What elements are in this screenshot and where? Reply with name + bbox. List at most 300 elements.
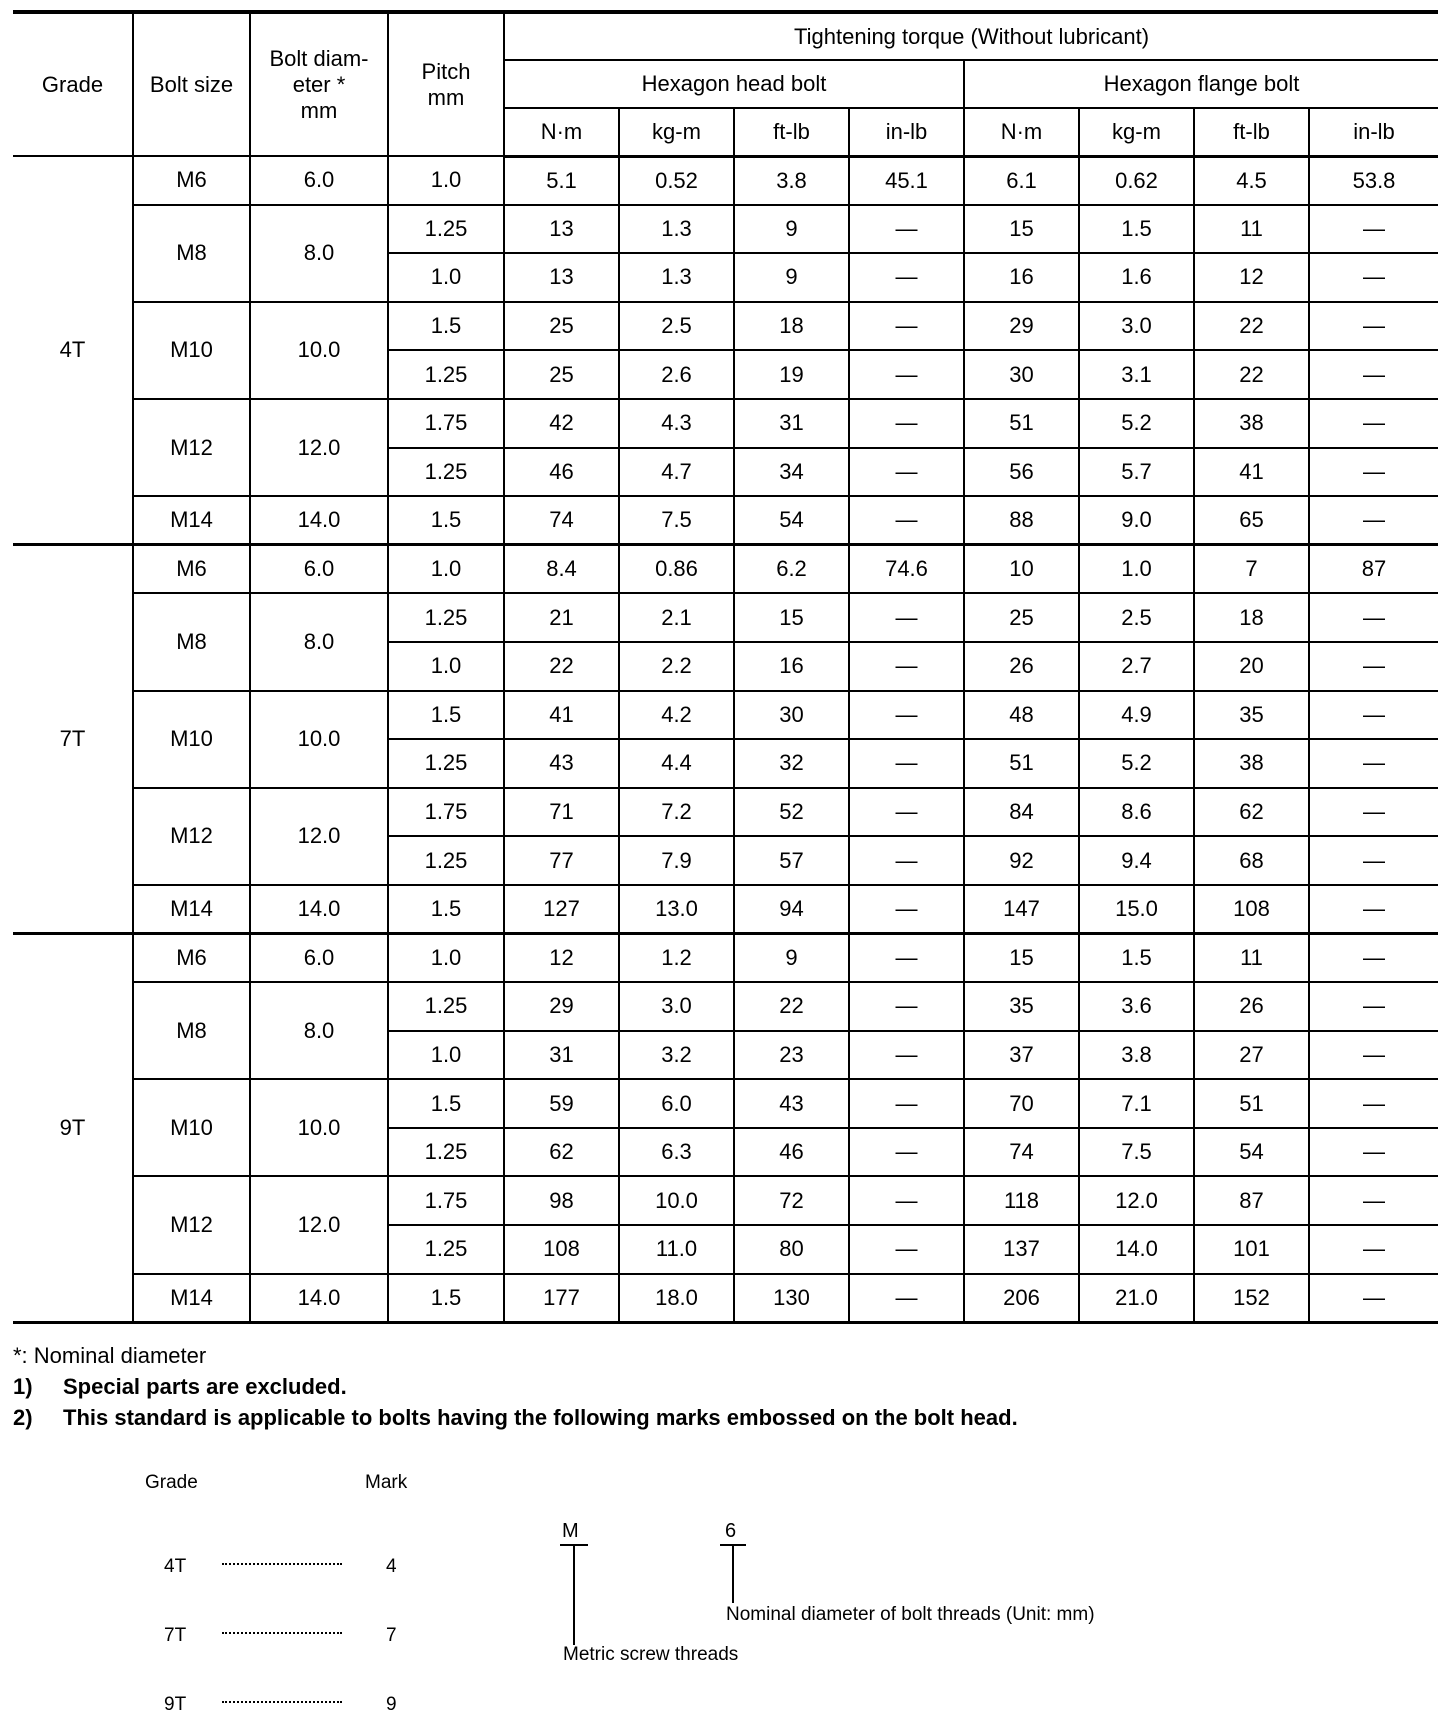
hex-flange-value-cell: 3.1: [1079, 350, 1194, 399]
header-unit: ft-lb: [1194, 108, 1309, 156]
hex-flange-value-cell: 152: [1194, 1274, 1309, 1323]
hex-head-value-cell: 7.2: [619, 788, 734, 837]
hex-flange-value-cell: 9.0: [1079, 496, 1194, 545]
hex-flange-value-cell: 26: [964, 642, 1079, 691]
hex-flange-value-cell: 51: [964, 739, 1079, 788]
hex-flange-value-cell: 7.1: [1079, 1079, 1194, 1128]
hex-flange-value-cell: 5.7: [1079, 448, 1194, 497]
pitch-cell: 1.25: [388, 1225, 504, 1274]
hex-head-value-cell: —: [849, 1225, 964, 1274]
pitch-cell: 1.25: [388, 982, 504, 1031]
bolt-size-cell: M8: [133, 982, 250, 1079]
note-1-number: 1): [13, 1374, 33, 1399]
hex-head-value-cell: —: [849, 934, 964, 983]
note-2: [13, 1402, 1018, 1433]
hex-flange-value-cell: —: [1309, 496, 1438, 545]
pitch-cell: 1.5: [388, 691, 504, 740]
hex-head-value-cell: 74: [504, 496, 619, 545]
pitch-cell: 1.75: [388, 788, 504, 837]
hex-head-value-cell: —: [849, 739, 964, 788]
legend-leader-dots: [222, 1563, 342, 1565]
thread-m-leader: [573, 1545, 575, 1645]
hex-flange-value-cell: 62: [1194, 788, 1309, 837]
table-body: [13, 156, 1438, 1322]
hex-flange-value-cell: 108: [1194, 885, 1309, 934]
hex-head-value-cell: 31: [504, 1031, 619, 1080]
hex-flange-value-cell: 53.8: [1309, 156, 1438, 205]
pitch-cell: 1.25: [388, 739, 504, 788]
header-bolt-size: Bolt size: [133, 12, 250, 156]
hex-head-value-cell: 34: [734, 448, 849, 497]
thread-digit-6: 6: [725, 1520, 737, 1542]
hex-head-value-cell: —: [849, 982, 964, 1031]
hex-flange-value-cell: 26: [1194, 982, 1309, 1031]
hex-head-value-cell: 1.3: [619, 253, 734, 302]
note-1-text: Special parts are excluded.: [63, 1374, 347, 1399]
hex-flange-value-cell: —: [1309, 399, 1438, 448]
hex-head-value-cell: 4.2: [619, 691, 734, 740]
hex-head-value-cell: 80: [734, 1225, 849, 1274]
hex-head-value-cell: 108: [504, 1225, 619, 1274]
hex-head-value-cell: 18: [734, 302, 849, 351]
table-row: [13, 205, 1438, 254]
hex-head-value-cell: 3.0: [619, 982, 734, 1031]
hex-flange-value-cell: 12.0: [1079, 1176, 1194, 1225]
hex-head-value-cell: 45.1: [849, 156, 964, 205]
hex-flange-value-cell: 4.9: [1079, 691, 1194, 740]
hex-head-value-cell: 177: [504, 1274, 619, 1323]
hex-head-value-cell: 52: [734, 788, 849, 837]
hex-flange-value-cell: —: [1309, 1079, 1438, 1128]
hex-head-value-cell: —: [849, 1079, 964, 1128]
hex-head-value-cell: —: [849, 205, 964, 254]
hex-flange-value-cell: —: [1309, 302, 1438, 351]
hex-flange-value-cell: 101: [1194, 1225, 1309, 1274]
header-unit: in-lb: [849, 108, 964, 156]
grade-cell: 4T: [13, 156, 133, 545]
hex-head-value-cell: 8.4: [504, 545, 619, 594]
hex-head-value-cell: —: [849, 1031, 964, 1080]
hex-head-value-cell: 130: [734, 1274, 849, 1323]
hex-flange-value-cell: 8.6: [1079, 788, 1194, 837]
hex-flange-value-cell: 118: [964, 1176, 1079, 1225]
hex-head-value-cell: 11.0: [619, 1225, 734, 1274]
hex-head-value-cell: 6.3: [619, 1128, 734, 1177]
bolt-diameter-cell: 12.0: [250, 399, 388, 496]
hex-head-value-cell: 41: [504, 691, 619, 740]
pitch-cell: 1.25: [388, 448, 504, 497]
hex-head-value-cell: 72: [734, 1176, 849, 1225]
header-unit: N·m: [504, 108, 619, 156]
hex-flange-value-cell: 37: [964, 1031, 1079, 1080]
legend-grade-7t: 7T: [164, 1625, 187, 1646]
hex-flange-value-cell: 54: [1194, 1128, 1309, 1177]
hex-head-value-cell: 9: [734, 253, 849, 302]
hex-head-value-cell: 9: [734, 934, 849, 983]
torque-table: [13, 10, 1438, 1324]
hex-head-value-cell: 57: [734, 836, 849, 885]
bolt-size-cell: M8: [133, 205, 250, 302]
pitch-cell: 1.25: [388, 836, 504, 885]
bolt-size-cell: M10: [133, 691, 250, 788]
hex-flange-value-cell: —: [1309, 788, 1438, 837]
hex-flange-value-cell: 7.5: [1079, 1128, 1194, 1177]
bolt-size-cell: M14: [133, 885, 250, 934]
hex-flange-value-cell: 29: [964, 302, 1079, 351]
hex-flange-value-cell: 92: [964, 836, 1079, 885]
hex-head-value-cell: 29: [504, 982, 619, 1031]
hex-flange-value-cell: 1.5: [1079, 205, 1194, 254]
header-tightening-torque: Tightening torque (Without lubricant): [504, 12, 1438, 60]
hex-flange-value-cell: 84: [964, 788, 1079, 837]
hex-head-value-cell: 77: [504, 836, 619, 885]
header-hexagon-flange-bolt: Hexagon flange bolt: [964, 60, 1438, 108]
hex-head-value-cell: 2.2: [619, 642, 734, 691]
bolt-diameter-cell: 14.0: [250, 496, 388, 545]
note-2-text: This standard is applicable to bolts having the following marks embossed on the bolt head.: [63, 1405, 1018, 1430]
hex-head-value-cell: 0.52: [619, 156, 734, 205]
hex-flange-value-cell: —: [1309, 691, 1438, 740]
hex-flange-value-cell: —: [1309, 448, 1438, 497]
header-bolt-diameter: Bolt diam- eter * mm: [250, 12, 388, 156]
bolt-size-cell: M12: [133, 399, 250, 496]
bolt-diameter-cell: 8.0: [250, 205, 388, 302]
hex-head-value-cell: 46: [734, 1128, 849, 1177]
bolt-size-cell: M14: [133, 496, 250, 545]
hex-flange-value-cell: 7: [1194, 545, 1309, 594]
hex-head-value-cell: 25: [504, 302, 619, 351]
bolt-diameter-cell: 8.0: [250, 593, 388, 690]
pitch-cell: 1.0: [388, 156, 504, 205]
hex-head-value-cell: —: [849, 399, 964, 448]
hex-flange-value-cell: 27: [1194, 1031, 1309, 1080]
hex-head-value-cell: 1.2: [619, 934, 734, 983]
hex-head-value-cell: 15: [734, 593, 849, 642]
hex-flange-value-cell: 3.6: [1079, 982, 1194, 1031]
hex-flange-value-cell: 15: [964, 205, 1079, 254]
pitch-cell: 1.25: [388, 205, 504, 254]
legend-grade-9t: 9T: [164, 1694, 187, 1715]
hex-head-value-cell: 6.2: [734, 545, 849, 594]
table-row: [13, 593, 1438, 642]
hex-head-value-cell: —: [849, 642, 964, 691]
hex-head-value-cell: 59: [504, 1079, 619, 1128]
hex-flange-value-cell: 9.4: [1079, 836, 1194, 885]
hex-flange-value-cell: —: [1309, 934, 1438, 983]
hex-head-value-cell: 12: [504, 934, 619, 983]
hex-head-value-cell: 71: [504, 788, 619, 837]
hex-head-value-cell: —: [849, 593, 964, 642]
hex-head-value-cell: 13: [504, 253, 619, 302]
hex-flange-value-cell: 5.2: [1079, 399, 1194, 448]
thread-letter-m: M: [562, 1520, 579, 1542]
hex-flange-value-cell: 20: [1194, 642, 1309, 691]
hex-head-value-cell: 13: [504, 205, 619, 254]
bolt-size-cell: M10: [133, 1079, 250, 1176]
hex-flange-value-cell: 1.6: [1079, 253, 1194, 302]
header-hexagon-head-bolt: Hexagon head bolt: [504, 60, 964, 108]
bolt-diameter-cell: 14.0: [250, 885, 388, 934]
pitch-cell: 1.75: [388, 399, 504, 448]
bolt-diameter-cell: 6.0: [250, 545, 388, 594]
hex-flange-value-cell: —: [1309, 253, 1438, 302]
hex-head-value-cell: 1.3: [619, 205, 734, 254]
hex-head-value-cell: 6.0: [619, 1079, 734, 1128]
bolt-size-cell: M6: [133, 545, 250, 594]
hex-head-value-cell: 54: [734, 496, 849, 545]
hex-head-value-cell: 9: [734, 205, 849, 254]
hex-flange-value-cell: 16: [964, 253, 1079, 302]
hex-head-value-cell: —: [849, 788, 964, 837]
hex-flange-value-cell: 15: [964, 934, 1079, 983]
hex-head-value-cell: 62: [504, 1128, 619, 1177]
hex-flange-value-cell: 68: [1194, 836, 1309, 885]
hex-flange-value-cell: 1.0: [1079, 545, 1194, 594]
hex-head-value-cell: 43: [504, 739, 619, 788]
hex-flange-value-cell: —: [1309, 739, 1438, 788]
hex-head-value-cell: 4.4: [619, 739, 734, 788]
hex-flange-value-cell: —: [1309, 1176, 1438, 1225]
hex-flange-value-cell: 206: [964, 1274, 1079, 1323]
hex-head-value-cell: 7.5: [619, 496, 734, 545]
note-2-number: 2): [13, 1405, 33, 1430]
hex-head-value-cell: —: [849, 1274, 964, 1323]
hex-head-value-cell: 4.3: [619, 399, 734, 448]
hex-head-value-cell: 23: [734, 1031, 849, 1080]
hex-flange-value-cell: 70: [964, 1079, 1079, 1128]
hex-head-value-cell: 94: [734, 885, 849, 934]
pitch-cell: 1.25: [388, 593, 504, 642]
hex-flange-value-cell: 15.0: [1079, 885, 1194, 934]
bolt-diameter-cell: 14.0: [250, 1274, 388, 1323]
hex-flange-value-cell: —: [1309, 1031, 1438, 1080]
hex-flange-value-cell: 11: [1194, 205, 1309, 254]
table-row: [13, 885, 1438, 934]
grade-cell: 7T: [13, 545, 133, 934]
hex-head-value-cell: —: [849, 496, 964, 545]
hex-head-value-cell: 0.86: [619, 545, 734, 594]
hex-flange-value-cell: 38: [1194, 399, 1309, 448]
hex-flange-value-cell: —: [1309, 1128, 1438, 1177]
header-unit: N·m: [964, 108, 1079, 156]
hex-head-value-cell: 18.0: [619, 1274, 734, 1323]
legend-leader-dots: [222, 1632, 342, 1634]
hex-flange-value-cell: 51: [1194, 1079, 1309, 1128]
hex-flange-value-cell: 41: [1194, 448, 1309, 497]
hex-flange-value-cell: 11: [1194, 934, 1309, 983]
table-row: [13, 934, 1438, 983]
hex-flange-value-cell: 2.5: [1079, 593, 1194, 642]
hex-head-value-cell: —: [849, 1128, 964, 1177]
table-row: [13, 1176, 1438, 1225]
bolt-size-cell: M12: [133, 1176, 250, 1273]
hex-flange-value-cell: 35: [1194, 691, 1309, 740]
hex-flange-value-cell: 2.7: [1079, 642, 1194, 691]
table-row: [13, 156, 1438, 205]
note-asterisk: *: Nominal diameter: [13, 1343, 207, 1368]
hex-flange-value-cell: —: [1309, 642, 1438, 691]
hex-flange-value-cell: 21.0: [1079, 1274, 1194, 1323]
hex-head-value-cell: 19: [734, 350, 849, 399]
hex-head-value-cell: —: [849, 350, 964, 399]
hex-head-value-cell: 5.1: [504, 156, 619, 205]
table-row: [13, 496, 1438, 545]
bolt-size-cell: M6: [133, 156, 250, 205]
pitch-cell: 1.5: [388, 302, 504, 351]
hex-flange-value-cell: 38: [1194, 739, 1309, 788]
header-unit: in-lb: [1309, 108, 1438, 156]
bolt-size-cell: M14: [133, 1274, 250, 1323]
hex-head-value-cell: 10.0: [619, 1176, 734, 1225]
hex-flange-value-cell: 12: [1194, 253, 1309, 302]
hex-flange-value-cell: 88: [964, 496, 1079, 545]
bolt-size-cell: M10: [133, 302, 250, 399]
pitch-cell: 1.5: [388, 496, 504, 545]
hex-head-value-cell: 2.5: [619, 302, 734, 351]
hex-head-value-cell: 16: [734, 642, 849, 691]
bolt-diameter-cell: 10.0: [250, 1079, 388, 1176]
notes: [13, 1340, 1018, 1433]
hex-head-value-cell: 25: [504, 350, 619, 399]
table-row: [13, 302, 1438, 351]
hex-flange-value-cell: —: [1309, 1274, 1438, 1323]
hex-head-value-cell: 74.6: [849, 545, 964, 594]
legend-leader-dots: [222, 1701, 342, 1703]
hex-flange-value-cell: —: [1309, 205, 1438, 254]
hex-flange-value-cell: 18: [1194, 593, 1309, 642]
header-unit: kg-m: [1079, 108, 1194, 156]
hex-flange-value-cell: —: [1309, 885, 1438, 934]
hex-head-value-cell: 43: [734, 1079, 849, 1128]
table-row: [13, 399, 1438, 448]
hex-flange-value-cell: 3.0: [1079, 302, 1194, 351]
table-row: [13, 788, 1438, 837]
hex-head-value-cell: 3.8: [734, 156, 849, 205]
hex-head-value-cell: 30: [734, 691, 849, 740]
hex-flange-value-cell: 4.5: [1194, 156, 1309, 205]
header-grade: Grade: [13, 12, 133, 156]
hex-head-value-cell: —: [849, 836, 964, 885]
table-row: [13, 1079, 1438, 1128]
hex-flange-value-cell: 87: [1309, 545, 1438, 594]
hex-flange-value-cell: 30: [964, 350, 1079, 399]
hex-head-value-cell: 31: [734, 399, 849, 448]
legend-mark-4: 4: [386, 1556, 397, 1577]
hex-flange-value-cell: 147: [964, 885, 1079, 934]
hex-flange-value-cell: 5.2: [1079, 739, 1194, 788]
table-row: [13, 545, 1438, 594]
hex-head-value-cell: 7.9: [619, 836, 734, 885]
hex-head-value-cell: 22: [504, 642, 619, 691]
hex-flange-value-cell: 0.62: [1079, 156, 1194, 205]
hex-flange-value-cell: 14.0: [1079, 1225, 1194, 1274]
note-1: [13, 1371, 1018, 1402]
hex-flange-value-cell: 74: [964, 1128, 1079, 1177]
legend-mark-9: 9: [386, 1694, 397, 1715]
hex-head-value-cell: —: [849, 1176, 964, 1225]
hex-flange-value-cell: 35: [964, 982, 1079, 1031]
pitch-cell: 1.5: [388, 885, 504, 934]
header-unit: kg-m: [619, 108, 734, 156]
hex-flange-value-cell: 25: [964, 593, 1079, 642]
hex-flange-value-cell: 48: [964, 691, 1079, 740]
legend-grade-4t: 4T: [164, 1556, 187, 1577]
pitch-cell: 1.25: [388, 1128, 504, 1177]
hex-head-value-cell: —: [849, 691, 964, 740]
hex-head-value-cell: 3.2: [619, 1031, 734, 1080]
hex-head-value-cell: 42: [504, 399, 619, 448]
hex-head-value-cell: 13.0: [619, 885, 734, 934]
bolt-diameter-cell: 8.0: [250, 982, 388, 1079]
legend-grade-header: Grade: [145, 1472, 198, 1493]
legend-mark-7: 7: [386, 1625, 397, 1646]
pitch-cell: 1.0: [388, 253, 504, 302]
hex-flange-value-cell: —: [1309, 350, 1438, 399]
hex-flange-value-cell: 3.8: [1079, 1031, 1194, 1080]
table-header: [13, 12, 1438, 156]
hex-flange-value-cell: 51: [964, 399, 1079, 448]
hex-flange-value-cell: 56: [964, 448, 1079, 497]
hex-head-value-cell: —: [849, 448, 964, 497]
table-row: [13, 982, 1438, 1031]
bolt-size-cell: M12: [133, 788, 250, 885]
hex-head-value-cell: 98: [504, 1176, 619, 1225]
hex-head-value-cell: 2.6: [619, 350, 734, 399]
header-unit: ft-lb: [734, 108, 849, 156]
bolt-diameter-cell: 12.0: [250, 1176, 388, 1273]
pitch-cell: 1.0: [388, 642, 504, 691]
pitch-cell: 1.0: [388, 545, 504, 594]
hex-flange-value-cell: —: [1309, 982, 1438, 1031]
hex-flange-value-cell: —: [1309, 593, 1438, 642]
pitch-cell: 1.5: [388, 1274, 504, 1323]
thread-metric-label: Metric screw threads: [563, 1644, 739, 1665]
hex-head-value-cell: 2.1: [619, 593, 734, 642]
table-row: [13, 1274, 1438, 1323]
hex-head-value-cell: 32: [734, 739, 849, 788]
hex-flange-value-cell: 6.1: [964, 156, 1079, 205]
hex-head-value-cell: —: [849, 253, 964, 302]
thread-6-leader: [732, 1545, 734, 1603]
hex-flange-value-cell: 1.5: [1079, 934, 1194, 983]
bolt-diameter-cell: 10.0: [250, 302, 388, 399]
pitch-cell: 1.25: [388, 350, 504, 399]
header-pitch: Pitch mm: [388, 12, 504, 156]
bolt-diameter-cell: 10.0: [250, 691, 388, 788]
hex-head-value-cell: 127: [504, 885, 619, 934]
hex-head-value-cell: 4.7: [619, 448, 734, 497]
hex-flange-value-cell: 22: [1194, 350, 1309, 399]
hex-head-value-cell: 46: [504, 448, 619, 497]
hex-flange-value-cell: —: [1309, 836, 1438, 885]
pitch-cell: 1.0: [388, 1031, 504, 1080]
bolt-diameter-cell: 12.0: [250, 788, 388, 885]
grade-cell: 9T: [13, 934, 133, 1323]
hex-flange-value-cell: 65: [1194, 496, 1309, 545]
hex-flange-value-cell: —: [1309, 1225, 1438, 1274]
thread-nominal-label: Nominal diameter of bolt threads (Unit: mm): [726, 1604, 1095, 1625]
hex-flange-value-cell: 22: [1194, 302, 1309, 351]
hex-flange-value-cell: 137: [964, 1225, 1079, 1274]
bolt-size-cell: M6: [133, 934, 250, 983]
pitch-cell: 1.5: [388, 1079, 504, 1128]
hex-head-value-cell: —: [849, 302, 964, 351]
hex-head-value-cell: —: [849, 885, 964, 934]
table-row: [13, 691, 1438, 740]
bolt-size-cell: M8: [133, 593, 250, 690]
hex-flange-value-cell: 10: [964, 545, 1079, 594]
hex-head-value-cell: 21: [504, 593, 619, 642]
